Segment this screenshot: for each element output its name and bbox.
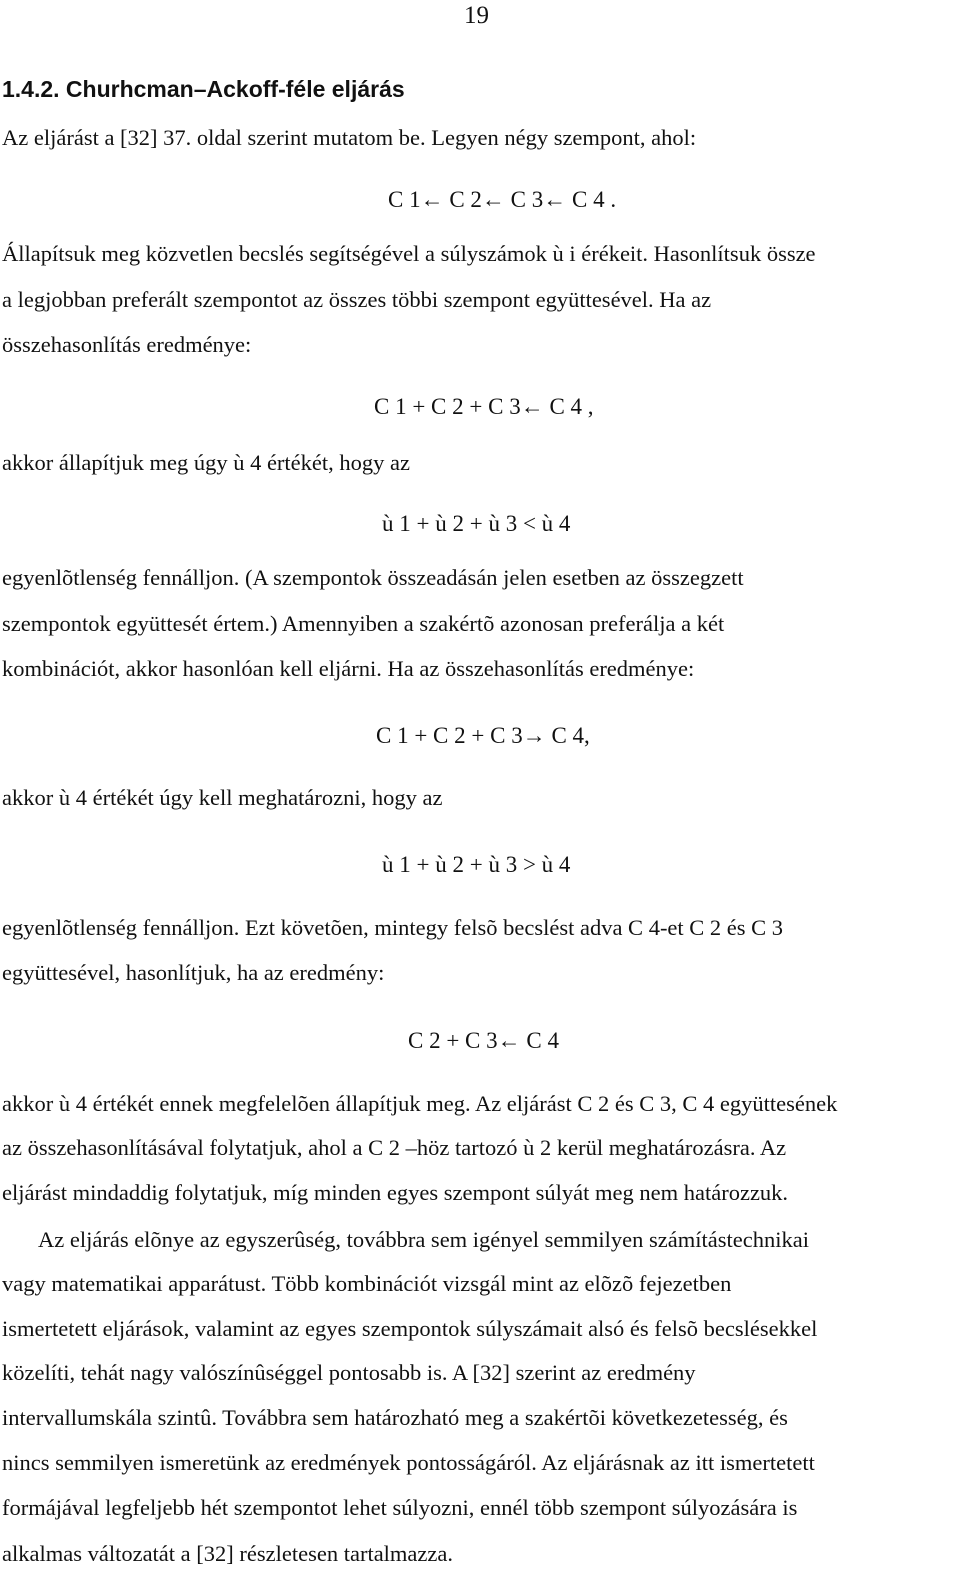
equation: C 2 + C 3← C 4: [408, 1028, 559, 1053]
paragraph-line: ismertetett eljárások, valamint az egyes szempontok súlyszámait alsó és felsõ becslésekkel: [2, 1316, 818, 1341]
equation: ù 1 + ù 2 + ù 3 < ù 4: [382, 511, 571, 536]
paragraph-line: összehasonlítás eredménye:: [2, 332, 252, 357]
paragraph-line: egyenlõtlenség fennálljon. (A szempontok összeadásán jelen esetben az összegzett: [2, 565, 744, 590]
paragraph-line: intervallumskála szintû. Továbbra sem határozható meg a szakértõi következetesség, és: [2, 1405, 788, 1430]
paragraph-line: Az eljárást a [32] 37. oldal szerint mutatom be. Legyen négy szempont, ahol:: [2, 125, 697, 150]
paragraph-line: akkor ù 4 értékét ennek megfelelõen állapítjuk meg. Az eljárást C 2 és C 3, C 4 együttesének: [2, 1091, 838, 1116]
paragraph-line: vagy matematikai apparátust. Több kombinációt vizsgál mint az elõzõ fejezetben: [2, 1271, 732, 1296]
paragraph-line: az összehasonlításával folytatjuk, ahol a C 2 –höz tartozó ù 2 kerül meghatározásra. Az: [2, 1135, 787, 1160]
line-text: a legjobban preferált szempontot az összes többi szempont együttesével. Ha az: [2, 287, 712, 312]
paragraph-line: eljárást mindaddig folytatjuk, míg minden egyes szempont súlyát meg nem határozzuk.: [2, 1180, 789, 1205]
paragraph-line: akkor állapítjuk meg úgy ù 4 értékét, hogy az: [2, 450, 410, 475]
equation: C 1 + C 2 + C 3← C 4 ,: [374, 394, 594, 419]
paragraph-line: formájával legfeljebb hét szempontot lehet súlyozni, ennél több szempont súlyozására is: [2, 1495, 798, 1520]
page-number: 19: [464, 2, 489, 29]
paragraph-line: nincs semmilyen ismeretünk az eredmények pontosságáról. Az eljárásnak az itt ismertetett: [2, 1450, 815, 1475]
equation: ù 1 + ù 2 + ù 3 > ù 4: [382, 852, 571, 877]
paragraph-line: akkor ù 4 értékét úgy kell meghatározni, hogy az: [2, 785, 443, 810]
paragraph-line: együttesével, hasonlítjuk, ha az eredmény:: [2, 960, 385, 985]
paragraph-line: [2, 289, 956, 312]
paragraph-line: kombinációt, akkor hasonlóan kell eljárni. Ha az összehasonlítás eredménye:: [2, 656, 695, 681]
equation: C 1← C 2← C 3← C 4 .: [388, 187, 617, 212]
paragraph-line: Állapítsuk meg közvetlen becslés segítségével a súlyszámok ù i érékeit. Hasonlítsuk össze: [2, 241, 816, 266]
paragraph-line: alkalmas változatát a [32] részletesen tartalmazza.: [2, 1541, 453, 1566]
section-heading: 1.4.2. Churhcman–Ackoff-féle eljárás: [2, 76, 405, 102]
paragraph-line: egyenlõtlenség fennálljon. Ezt követõen, mintegy felsõ becslést adva C 4-et C 2 és C 3: [2, 915, 784, 940]
equation: C 1 + C 2 + C 3→ C 4,: [376, 723, 590, 748]
paragraph-line: közelíti, tehát nagy valószínûséggel pontosabb is. A [32] szerint az eredmény: [2, 1360, 696, 1385]
paragraph-line: Az eljárás elõnye az egyszerûség, továbbra sem igényel semmilyen számítástechnikai: [38, 1227, 809, 1252]
paragraph-line: szempontok együttesét értem.) Amennyiben a szakértõ azonosan preferálja a két: [2, 611, 725, 636]
